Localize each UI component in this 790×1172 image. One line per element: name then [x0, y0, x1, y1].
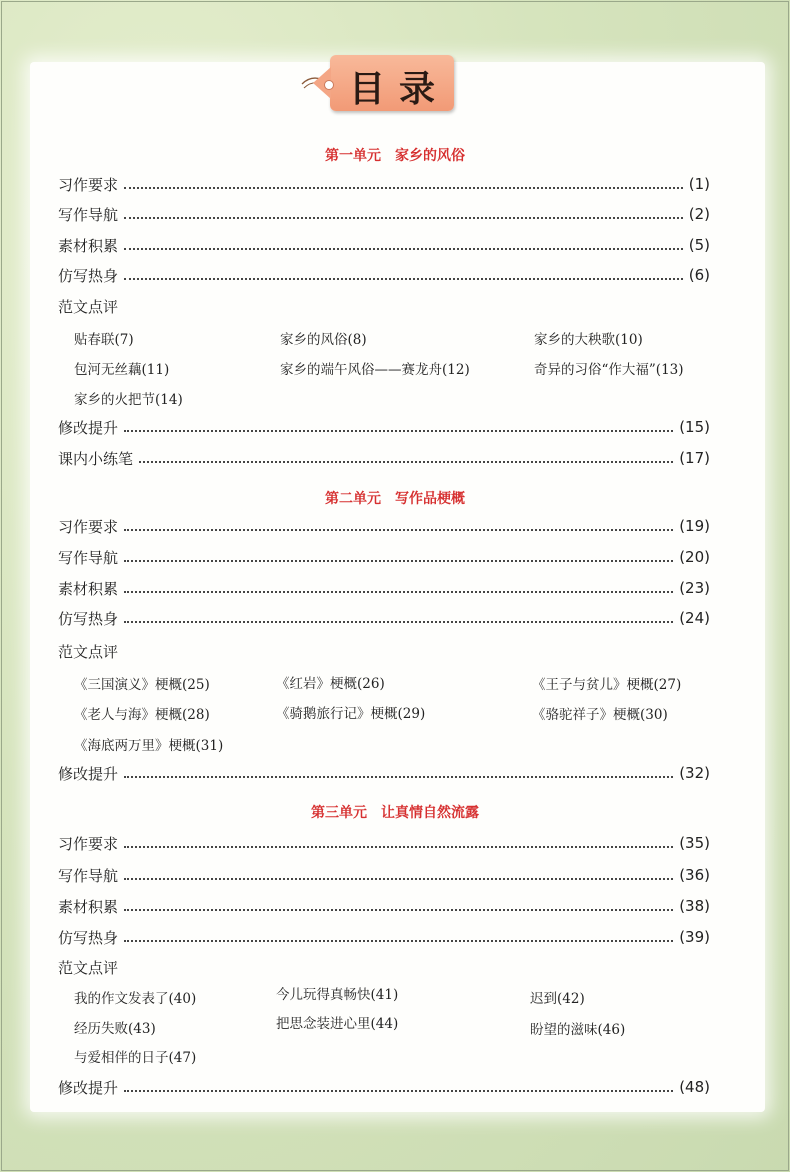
- unit-heading: 第一单元 家乡的风俗: [325, 148, 465, 164]
- section-label: 范文点评: [58, 643, 119, 661]
- leader-dots: [139, 461, 673, 463]
- toc-entry[interactable]: [58, 832, 710, 854]
- entry-label: 写作导航: [58, 548, 119, 567]
- entry-label: 修改提升: [58, 1078, 119, 1097]
- section-label: 范文点评: [58, 959, 119, 977]
- section-label: 范文点评: [58, 298, 119, 316]
- toc-entry[interactable]: [58, 577, 710, 599]
- essay-entry[interactable]: 家乡的大秧歌(10): [534, 332, 643, 348]
- essay-entry[interactable]: 包河无丝藕(11): [74, 362, 170, 378]
- leader-dots: [124, 278, 683, 280]
- entry-page: (36): [679, 866, 710, 884]
- essay-entry[interactable]: 我的作文发表了(40): [74, 991, 197, 1007]
- essay-entry[interactable]: 把思念装进心里(44): [276, 1016, 399, 1032]
- toc-entry[interactable]: [58, 203, 710, 225]
- essay-entry[interactable]: 《老人与海》梗概(28): [74, 707, 210, 723]
- essay-entry[interactable]: 《骑鹅旅行记》梗概(29): [276, 706, 426, 722]
- toc-entry[interactable]: [58, 264, 710, 286]
- leader-dots: [124, 187, 683, 189]
- toc-entry[interactable]: [58, 546, 710, 568]
- entry-label: 修改提升: [58, 418, 119, 437]
- leader-dots: [124, 1090, 673, 1092]
- entry-page: (38): [679, 897, 710, 915]
- essay-entry[interactable]: 家乡的风俗(8): [280, 332, 367, 348]
- entry-label: 习作要求: [58, 517, 119, 536]
- toc-entry[interactable]: [58, 173, 710, 195]
- leader-dots: [124, 591, 673, 593]
- title-tag: [330, 55, 454, 111]
- entry-label: 习作要求: [58, 175, 119, 194]
- toc-entry[interactable]: [58, 416, 710, 438]
- leader-dots: [124, 217, 683, 219]
- entry-label: 课内小练笔: [58, 449, 134, 468]
- leader-dots: [124, 248, 683, 250]
- leader-dots: [124, 430, 673, 432]
- essay-entry[interactable]: 《海底两万里》梗概(31): [74, 738, 224, 754]
- essay-entry[interactable]: 《红岩》梗概(26): [276, 676, 385, 692]
- unit-heading: 第三单元 让真情自然流露: [311, 805, 479, 821]
- entry-page: (5): [688, 236, 710, 254]
- leader-dots: [124, 776, 673, 778]
- essay-entry[interactable]: 家乡的端午风俗——赛龙舟(12): [280, 362, 470, 378]
- essay-entry[interactable]: 《王子与贫儿》梗概(27): [532, 677, 682, 693]
- entry-page: (48): [679, 1078, 710, 1096]
- entry-label: 仿写热身: [58, 266, 119, 285]
- toc-entry[interactable]: [58, 515, 710, 537]
- toc-entry[interactable]: [58, 895, 710, 917]
- essay-entry[interactable]: 《骆驼祥子》梗概(30): [532, 707, 668, 723]
- essay-entry[interactable]: 贴春联(7): [74, 332, 134, 348]
- leader-dots: [124, 560, 673, 562]
- entry-label: 仿写热身: [58, 609, 119, 628]
- essay-entry[interactable]: 盼望的滋味(46): [530, 1022, 626, 1038]
- entry-label: 修改提升: [58, 764, 119, 783]
- essay-entry[interactable]: 今儿玩得真畅快(41): [276, 987, 399, 1003]
- entry-label: 习作要求: [58, 834, 119, 853]
- toc-entry[interactable]: [58, 926, 710, 948]
- entry-page: (1): [688, 175, 710, 193]
- essay-entry[interactable]: 奇异的习俗“作大福”(13): [534, 362, 684, 378]
- toc-entry[interactable]: [58, 447, 710, 469]
- entry-page: (2): [688, 205, 710, 223]
- essay-entry[interactable]: 迟到(42): [530, 991, 585, 1007]
- toc-entry[interactable]: [58, 234, 710, 256]
- entry-page: (24): [679, 609, 710, 627]
- leader-dots: [124, 621, 673, 623]
- entry-page: (15): [679, 418, 710, 436]
- leader-dots: [124, 846, 673, 848]
- toc-entry[interactable]: [58, 1076, 710, 1098]
- entry-page: (19): [679, 517, 710, 535]
- entry-label: 仿写热身: [58, 928, 119, 947]
- entry-page: (39): [679, 928, 710, 946]
- entry-page: (6): [688, 266, 710, 284]
- entry-page: (35): [679, 834, 710, 852]
- leader-dots: [124, 940, 673, 942]
- leader-dots: [124, 878, 673, 880]
- toc-entry[interactable]: [58, 762, 710, 784]
- entry-label: 素材积累: [58, 579, 119, 598]
- page-title: 目录: [348, 69, 449, 110]
- entry-label: 写作导航: [58, 205, 119, 224]
- entry-page: (17): [679, 449, 710, 467]
- entry-label: 素材积累: [58, 897, 119, 916]
- toc-entry[interactable]: [58, 864, 710, 886]
- essay-entry[interactable]: 经历失败(43): [74, 1021, 156, 1037]
- entry-page: (32): [679, 764, 710, 782]
- essay-entry[interactable]: 《三国演义》梗概(25): [74, 677, 210, 693]
- entry-page: (20): [679, 548, 710, 566]
- essay-entry[interactable]: 家乡的火把节(14): [74, 392, 183, 408]
- entry-page: (23): [679, 579, 710, 597]
- leader-dots: [124, 909, 673, 911]
- toc-entry[interactable]: [58, 607, 710, 629]
- unit-heading: 第二单元 写作品梗概: [325, 491, 465, 507]
- entry-label: 写作导航: [58, 866, 119, 885]
- essay-entry[interactable]: 与爱相伴的日子(47): [74, 1050, 197, 1066]
- entry-label: 素材积累: [58, 236, 119, 255]
- leader-dots: [124, 529, 673, 531]
